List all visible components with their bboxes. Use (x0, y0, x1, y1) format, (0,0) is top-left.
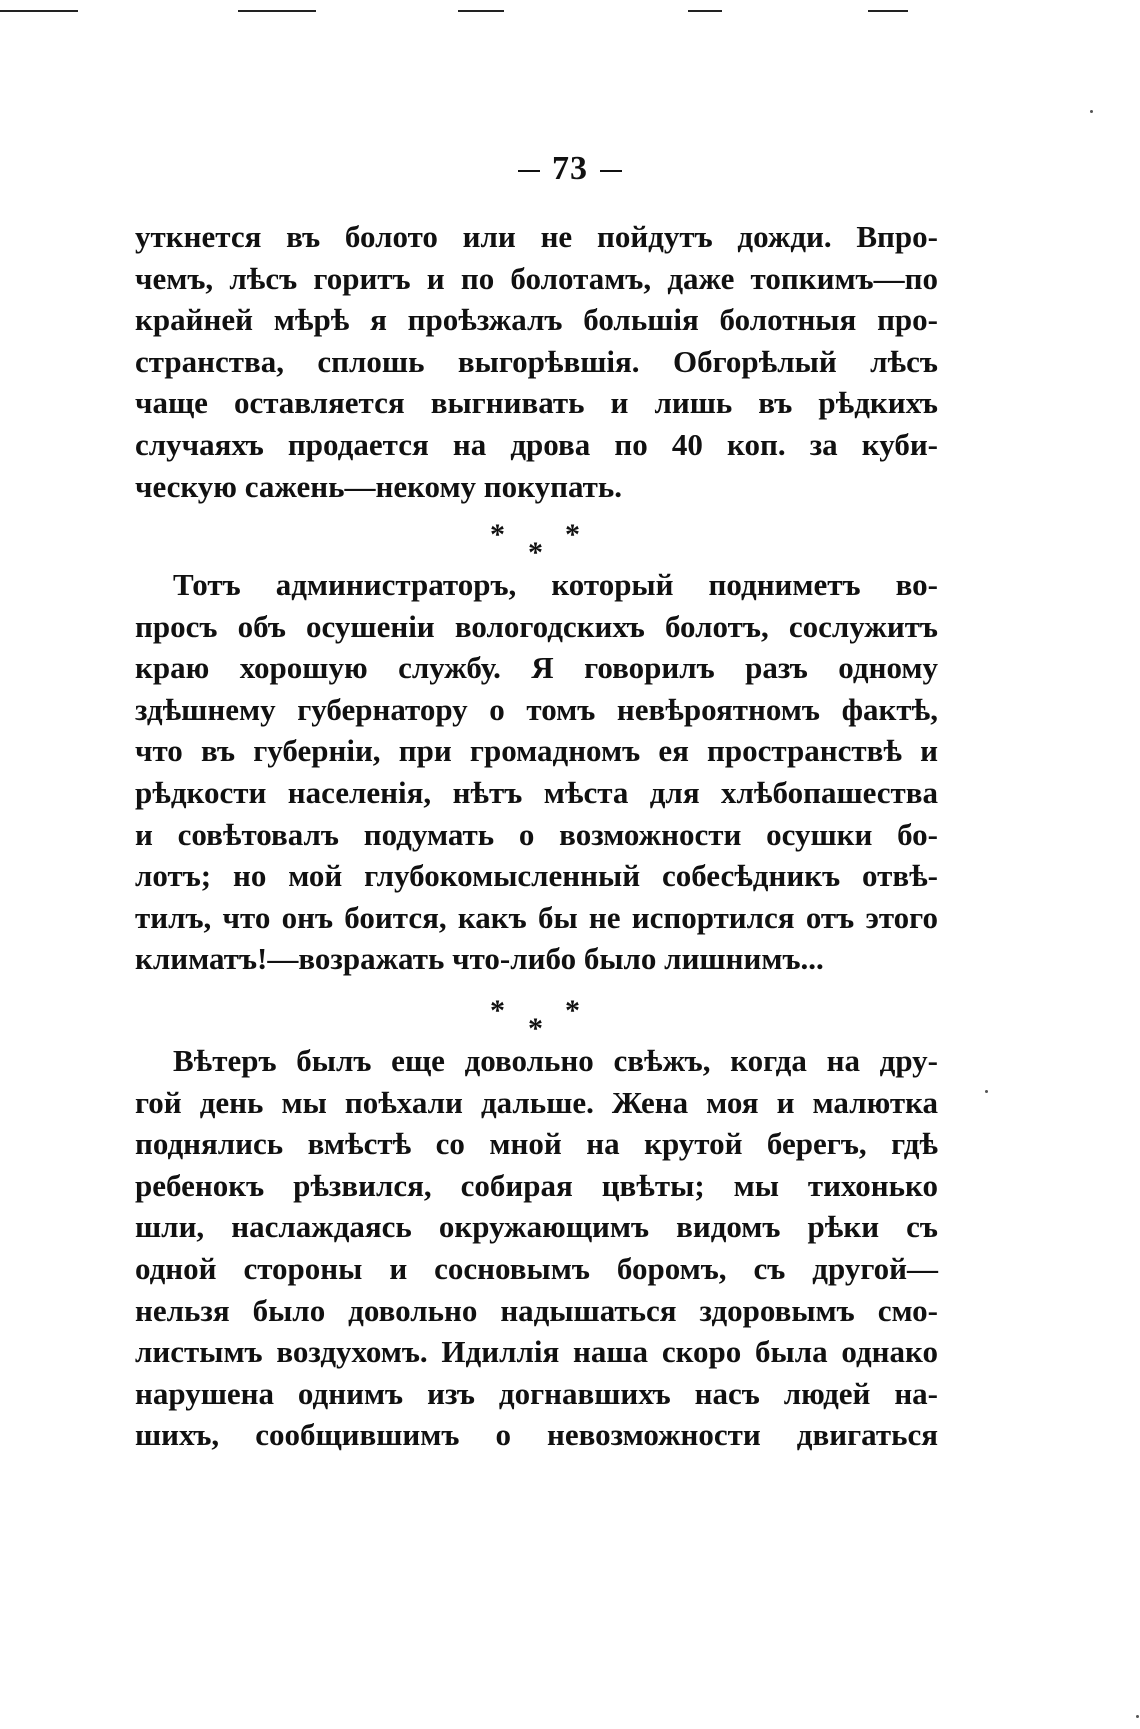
page-number-dash-right (600, 170, 622, 172)
text-line: ческую сажень—некому покупать. (135, 468, 623, 504)
text-line: лотъ; но мой глубокомысленный собесѣдникъ отвѣ- (135, 858, 938, 894)
page-number-value: 73 (552, 150, 588, 187)
text-line: просъ объ осушенiи вологодскихъ болотъ, сослужитъ (135, 608, 938, 644)
text-line: случаяхъ продается на дрова по 40 коп. за куби- (135, 426, 938, 462)
page-number (0, 150, 1140, 188)
text-line: здѣшнему губернатору о томъ невѣроятномъ фактѣ, (135, 691, 938, 727)
text-line: и совѣтовалъ подумать о возможности осушки бо- (135, 816, 938, 852)
text-line: поднялись вмѣстѣ со мной на крутой берегъ, гдѣ (135, 1126, 938, 1162)
text-line: нельзя было довольно надышаться здоровымъ смо- (135, 1292, 938, 1328)
text-line: краю хорошую службу. Я говорилъ разъ одному (135, 650, 938, 686)
text-line: Вѣтеръ былъ еще довольно свѣжъ, когда на дру- (173, 1043, 938, 1078)
text-line: одной стороны и сосновымъ боромъ, съ другой— (135, 1250, 938, 1286)
margin-speck (985, 1090, 988, 1093)
separator-star: * (565, 994, 580, 1027)
top-edge-rules (0, 8, 1140, 14)
margin-speck (1090, 110, 1093, 113)
page-number-dash-left (518, 170, 540, 172)
text-line: чаще оставляется выгнивать и лишь въ рѣдкихъ (135, 385, 938, 421)
text-line: шихъ, сообщившимъ о невозможности двигаться (135, 1417, 938, 1453)
paragraph-1 (135, 216, 938, 507)
text-line: уткнется въ болото или не пойдутъ дожди. Впро- (135, 219, 938, 254)
separator-star: * (490, 994, 505, 1027)
text-line: климатъ!—возражать что-либо было лишнимъ... (135, 941, 824, 977)
text-line: шли, наслаждаясь окружающимъ видомъ рѣки съ (135, 1209, 938, 1245)
margin-speck (1136, 1715, 1139, 1718)
text-line: рѣдкости населенiя, нѣтъ мѣста для хлѣбопашества (135, 774, 938, 810)
text-line: листымъ воздухомъ. Идиллiя наша скоро была однако (135, 1334, 938, 1370)
paragraph-2 (135, 564, 938, 980)
separator-star: * (528, 1012, 543, 1045)
paragraph-3 (135, 1040, 938, 1456)
text-line: ребенокъ рѣзвился, собирая цвѣты; мы тихонько (135, 1167, 938, 1203)
separator-star: * (565, 518, 580, 551)
text-line: нарушена однимъ изъ догнавшихъ насъ людей на- (135, 1375, 938, 1411)
section-separator-1 (0, 518, 1140, 568)
text-line: крайней мѣрѣ я проѣзжалъ большія болотныя про- (135, 302, 938, 338)
section-separator-2 (0, 994, 1140, 1044)
separator-star: * (490, 518, 505, 551)
text-line: странства, сплошь выгорѣвшія. Обгорѣлый лѣсъ (135, 343, 938, 379)
text-line: что въ губернiи, при громадномъ ея пространствѣ и (135, 733, 938, 769)
text-line: тилъ, что онъ боится, какъ бы не испортился отъ этого (135, 899, 938, 935)
separator-star: * (528, 536, 543, 569)
text-line: чемъ, лѣсъ горитъ и по болотамъ, даже топкимъ—по (135, 260, 938, 296)
text-line: Тотъ администраторъ, который подниметъ во- (173, 567, 938, 602)
text-line: гой день мы поѣхали дальше. Жена моя и малютка (135, 1084, 938, 1120)
